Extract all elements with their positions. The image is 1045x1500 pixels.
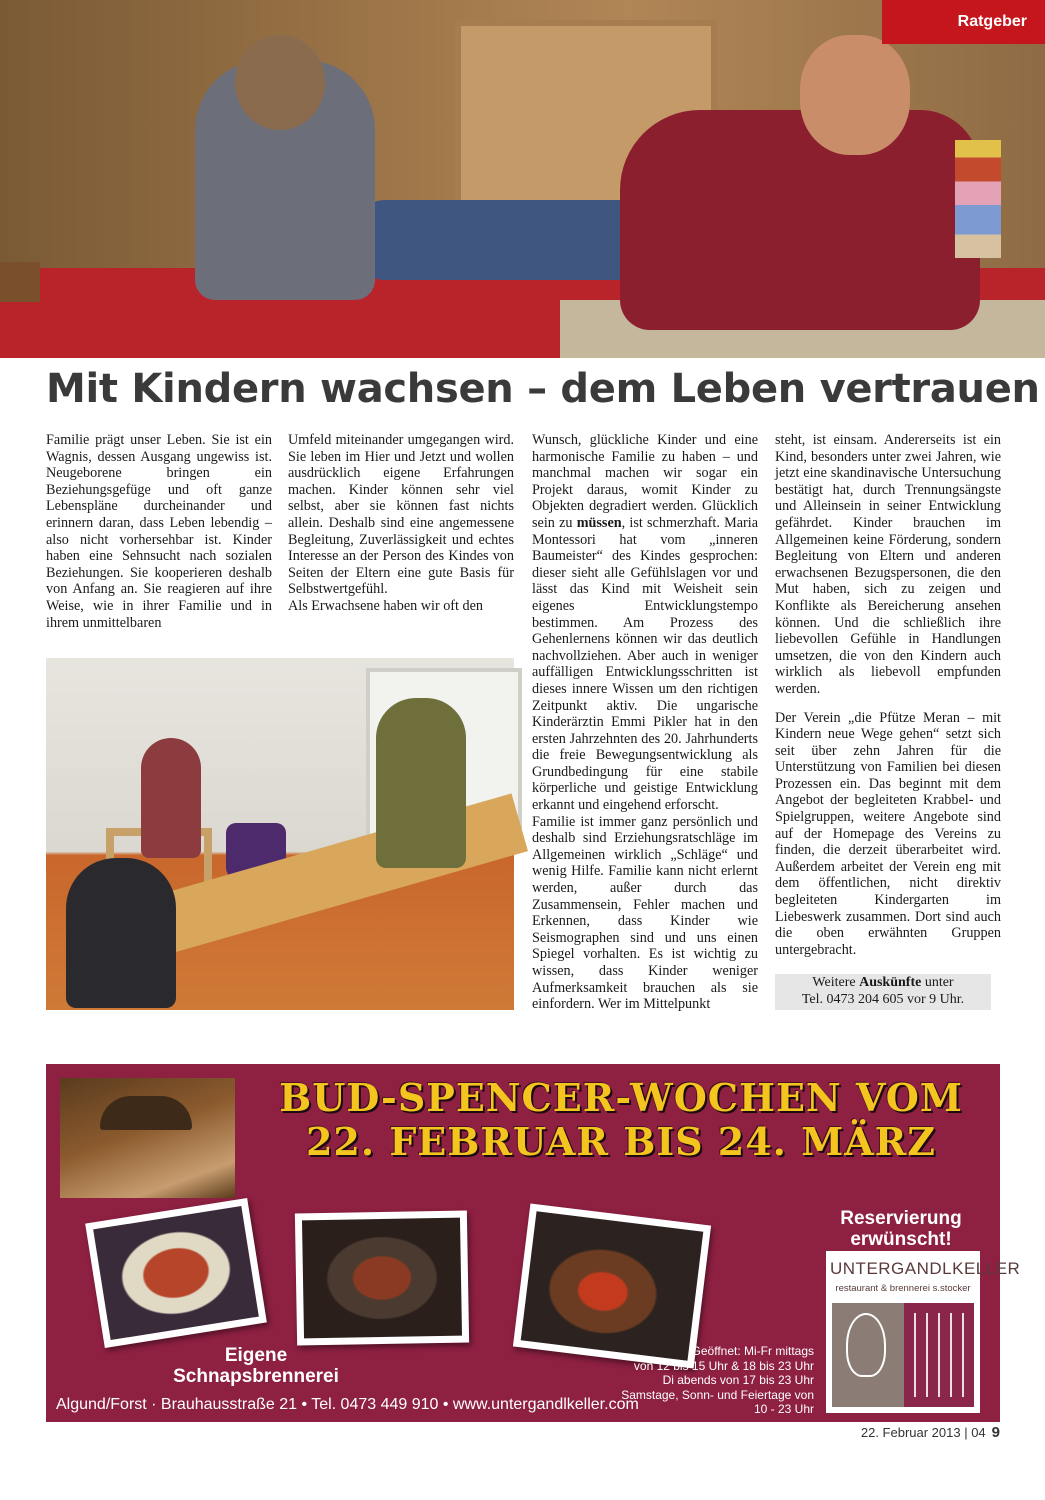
hours-line: Di abends von 17 bis 23 Uhr xyxy=(662,1373,814,1387)
article-column-2 xyxy=(288,432,514,615)
photo-child xyxy=(141,738,201,858)
article-column-3 xyxy=(532,432,758,1013)
photo-child xyxy=(376,698,466,868)
ad-portrait-photo xyxy=(60,1078,235,1198)
hours-line: von 12 bis 15 Uhr & 18 bis 23 Uhr xyxy=(633,1358,814,1373)
ad-logo-name: UNTERGANDLKELLER xyxy=(830,1259,1021,1278)
article-paragraph: Familie ist immer ganz persönlich und deshalb sind Erziehungsratschläge im Allgemeinen wirklich „Schläge“ und wenig Hilfe. Familie kann nicht erlernt werden, außer durch das Zusammensein, Fehler machen und Erkennen, dass Kinder wie Seismographen sind und uns einen Spiegel vorhalten. Es ist wichtig zu wissen, dass Kinder weniger Aufmerksamkeit brauchen als sie einfordern. Wer im Mittelpunkt xyxy=(532,813,758,1013)
ad-food-photo xyxy=(295,1211,469,1346)
ad-food-photo xyxy=(85,1198,267,1348)
emphasis-text: Auskünfte xyxy=(859,975,922,990)
glass-icon xyxy=(846,1313,886,1377)
hero-child-head xyxy=(235,35,325,130)
emphasis-text: müssen xyxy=(576,514,622,531)
article-paragraph: Als Erwachsene haben wir oft den xyxy=(288,597,484,614)
ad-title xyxy=(251,1076,991,1164)
issue-date: 22. Februar 2013 | 04 xyxy=(860,1425,986,1440)
text-span: , ist schmerzhaft. Maria Montessori hat vom „inneren Baumeister“ des Kindes gesprochen: dieser sieht alle Gefühlslagen vor und lässt das Kind mit Weisheit sein eigenes Entwicklungstempo bestimmen. Am Prozess des Gehenlernens können wir das deutlich nachvollziehen. Aber auch in weniger auffälligen Entwicklungsschritten ist dieses innere Wissen um den richtigen Zeitpunkt aktiv. Die ungarische Kinderärztin Emmi Pikler hat in den ersten Jahrzehnten des 20. Jahrhunderts die freie Bewegungsentwicklung als Grundbedingung für eine stabile körperliche und geistige Entwicklung erkannt und eingehend erforscht. xyxy=(532,514,758,814)
ad-title-line: BUD-SPENCER-WOCHEN VOM xyxy=(279,1075,963,1120)
article-headline: Mit Kindern wachsen – dem Leben vertrauen xyxy=(46,366,1040,412)
section-tag: Ratgeber xyxy=(882,0,1045,44)
article-paragraph: Familie prägt unser Leben. Sie ist ein Wagnis, dessen Ausgang ungewiss ist. Neugeborene bringen ein Beziehungsgefüge und oft ganze Lebenspläne durcheinander und erinnern daran, dass Leben lebendig – also nicht vorhersehbar ist. Kinder haben eine Sehnsucht nach sozialen Beziehungen. Sie kooperieren deshalb von Anfang an. Sie reagieren auf ihre Weise, wie in ihrer Familie und in ihrem unmittelbaren xyxy=(46,432,272,631)
article-column-4 xyxy=(775,432,1001,958)
article-paragraph xyxy=(532,432,758,814)
page-number: 9 xyxy=(991,1424,1000,1441)
text-span: Wunsch, glückliche Kinder und eine harmonische Familie zu haben – und manchmal machen wir sogar ein Projekt daraus, womit Kinder zu Objekten degradiert werden. Glücklich sein zu xyxy=(532,432,758,531)
ad-reservation-note: Reservierung erwünscht! xyxy=(840,1208,962,1250)
info-box xyxy=(775,974,991,1010)
cutlery-icon xyxy=(914,1313,964,1397)
article-photo-children-playing xyxy=(46,658,514,1010)
hero-toy xyxy=(0,262,40,302)
ad-brennerei-label: Eigene Schnapsbrennerei xyxy=(173,1345,339,1387)
text-span: unter xyxy=(921,975,954,990)
photo-child xyxy=(66,858,176,1008)
ad-address-contact: Algund/Forst · Brauhausstraße 21 • Tel. 0473 449 910 • www.untergandlkeller.com xyxy=(56,1396,639,1413)
article-paragraph: Der Verein „die Pfütze Meran – mit Kindern neue Wege gehen“ setzt sich seit über zehn Jahren für die Unterstützung von Familien bei diesen Prozessen ein. Das beginnt mit dem Angebot der begleiteten Krabbel- und Spielgruppen, weitere Angebote sind auf der Homepage des Vereins zu finden, die derzeit überarbeitet wird. Außerdem arbeitet der Verein eng mit dem öffentlichen, nicht direktiv begleiteten Kindergarten im Liebeswerk zusammen. Dort sind auch die oben erwähnten Gruppen untergebracht. xyxy=(775,709,1001,958)
info-phone: Tel. 0473 204 605 vor 9 Uhr. xyxy=(801,992,965,1007)
hours-line: Samstage, Sonn- und Feiertage von 10 - 23 Uhr xyxy=(621,1387,814,1416)
ad-logo xyxy=(826,1251,1021,1413)
hero-stacking-blocks xyxy=(955,140,1001,258)
article-column-1 xyxy=(46,432,272,631)
article-paragraph: Umfeld miteinander umgegangen wird. Sie leben im Hier und Jetzt und wollen ausdrücklich eigene Erfahrungen machen. Kinder können sehr viel selbst, aber sie können fast nichts allein. Deshalb sind eine angemessene Begleitung, Zuverlässigkeit und echtes Interesse an der Person des Kindes von Seiten der Eltern eine gute Basis für Selbstwertgefühl. xyxy=(288,432,514,598)
text-span: Weitere xyxy=(812,975,860,990)
article-paragraph: steht, ist einsam. Andererseits ist ein Kind, besonders unter zwei Jahren, wie jetzt eine skandinavische Untersuchung bestätigt hat, durch Trennungsängste und Alleinsein in seiner Entwicklung gefährdet. Kinder brauchen im Allgemeinen keine Förderung, sondern Begleitung von Eltern und anderen erwachsenen Bezugspersonen, die den Mut haben, sich zu zeigen und Konflikte als Bereicherung ansehen können. Und die schließlich ihre liebevollen Gefühle in Handlungen umsetzen, die von den Kindern auch wirklich als liebevoll empfunden werden. xyxy=(775,432,1001,697)
page-footer xyxy=(820,1424,1000,1441)
ad-logo-subtitle: restaurant & brennerei s.stocker xyxy=(835,1283,971,1294)
hero-man-head xyxy=(800,35,910,155)
hero-photo-father-child xyxy=(0,0,1045,358)
info-line-1 xyxy=(775,974,991,991)
hours-line: Geöffnet: Mi-Fr mittags xyxy=(691,1344,814,1358)
hero-man-sweater xyxy=(620,110,980,330)
advertisement-untergandlkeller[interactable] xyxy=(46,1064,1021,1422)
ad-title-line: 22. FEBRUAR BIS 24. MÄRZ xyxy=(305,1119,936,1164)
